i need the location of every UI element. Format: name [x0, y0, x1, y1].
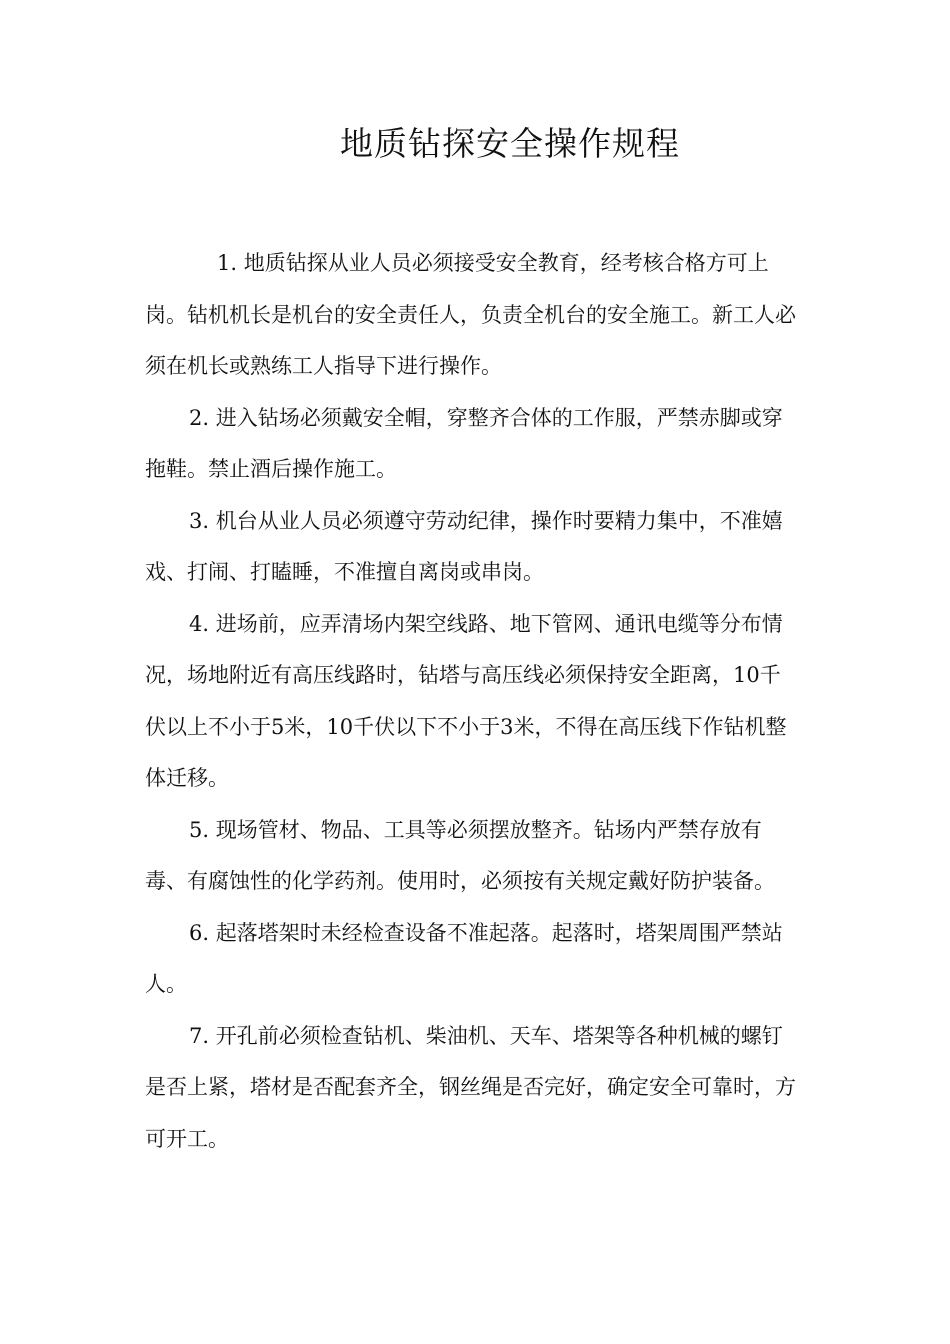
- paragraph-4: 4. 进场前，应弄清场内架空线路、地下管网、通讯电缆等分布情况，场地附近有高压线路时，钻塔与高压线必须保持安全距离，10千伏以上不小于5米，10千伏以下不小于3米，不得在高压线下作钻机整体迁移。: [145, 611, 787, 790]
- paragraph-7: 7. 开孔前必须检查钻机、柴油机、天车、塔架等各种机械的螺钉是否上紧，塔材是否配套齐全，钢丝绳是否完好，确定安全可靠时，方可开工。: [145, 1023, 796, 1151]
- paragraph-2: 2. 进入钻场必须戴安全帽，穿整齐合体的工作服，严禁赤脚或穿拖鞋。禁止酒后操作施工。: [145, 405, 783, 481]
- paragraph-3: 3. 机台从业人员必须遵守劳动纪律，操作时要精力集中，不准嬉戏、打闹、打瞌睡，不准擅自离岗或串岗。: [145, 508, 783, 584]
- document-title: 地质钻探安全操作规程: [340, 124, 680, 163]
- paragraph-5: 5. 现场管材、物品、工具等必须摆放整齐。钻场内严禁存放有毒、有腐蚀性的化学药剂。使用时，必须按有关规定戴好防护装备。: [145, 817, 775, 893]
- document-body: [145, 238, 800, 1165]
- paragraph-6: 6. 起落塔架时未经检查设备不准起落。起落时，塔架周围严禁站人。: [145, 920, 783, 996]
- paragraph-1: 1. 地质钻探从业人员必须接受安全教育，经考核合格方可上岗。钻机机长是机台的安全责任人，负责全机台的安全施工。新工人必须在机长或熟练工人指导下进行操作。: [145, 251, 796, 378]
